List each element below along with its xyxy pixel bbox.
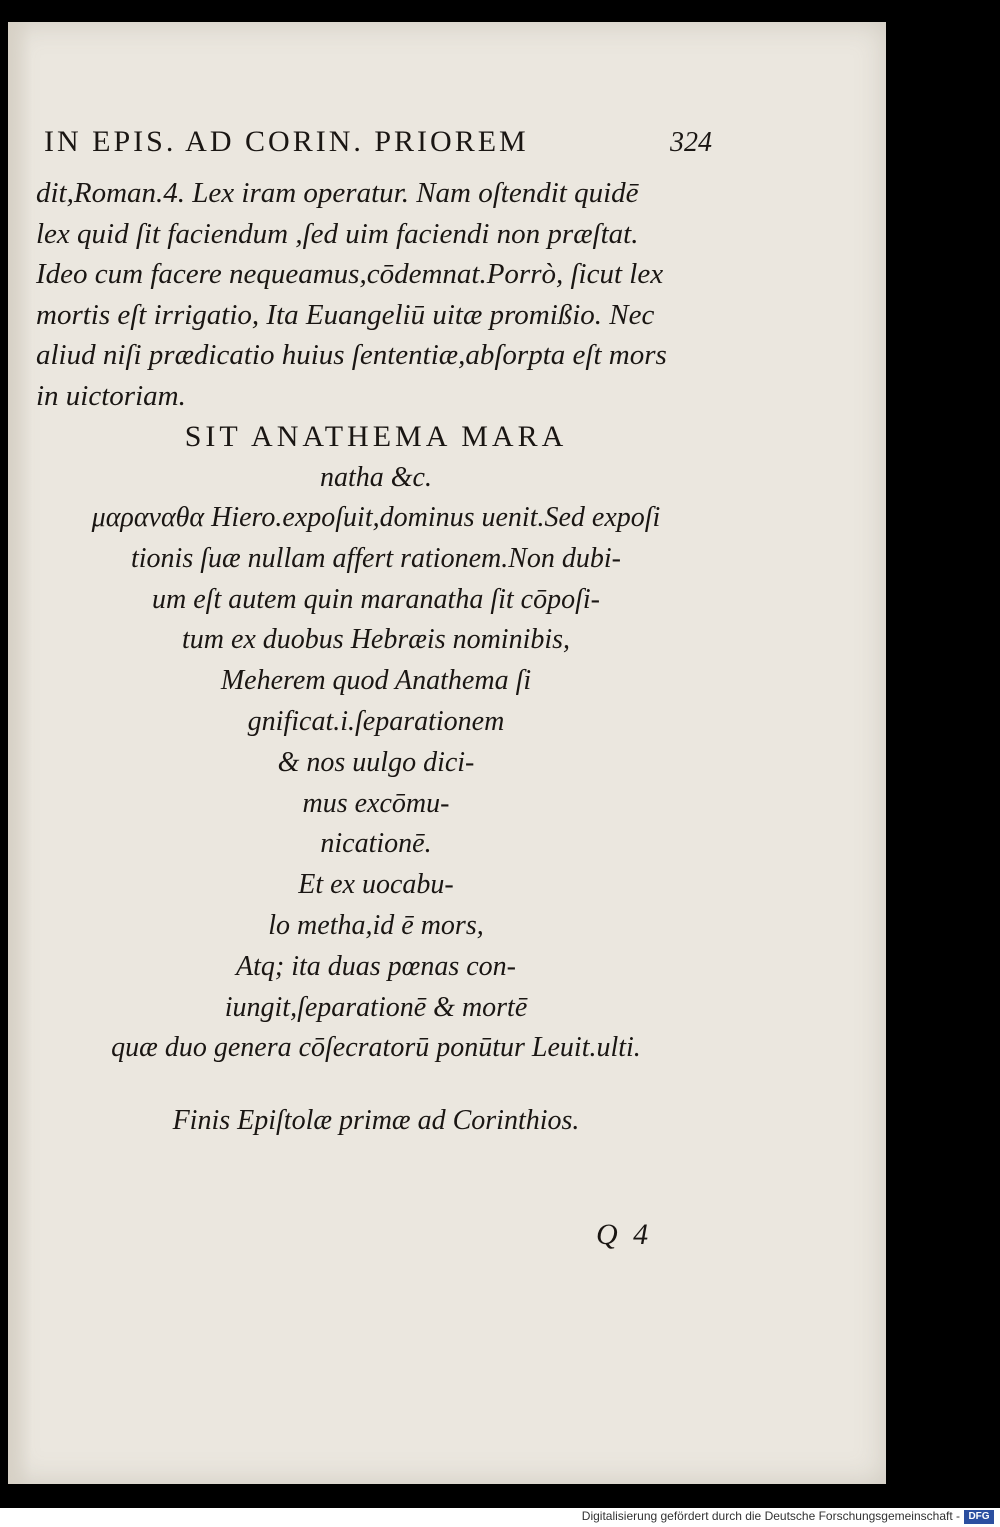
running-head: [36, 120, 716, 165]
signature-mark: Q 4: [596, 1218, 653, 1251]
tapered-line: nicationē.: [320, 828, 432, 860]
tapered-line: mus excōmu-: [302, 787, 450, 819]
tapered-line: um eſt autem quin maranatha ſit cōpoſi-: [152, 583, 600, 615]
tapered-line: lo metha,id ē mors,: [268, 909, 484, 941]
running-head-title: IN EPIS. AD CORIN. PRIOREM: [44, 125, 529, 158]
book-page: [8, 22, 886, 1484]
body-line: dit,Roman.4. Lex iram operatur. Nam oſtendit quidē: [36, 177, 639, 209]
tapered-paragraph: [36, 498, 716, 1069]
folio-number: 324: [670, 127, 712, 158]
footer-credit: Digitalisierung gefördert durch die Deutsche Forschungsgemeinschaft -: [581, 1509, 960, 1523]
tapered-line: & nos uulgo dici-: [277, 746, 475, 778]
tapered-line: Atq; ita duas pœnas con-: [236, 950, 516, 982]
tapered-line: tum ex duobus Hebræis nominibis,: [181, 624, 571, 656]
tapered-line: Et ex uocabu-: [298, 869, 454, 901]
tapered-line: quæ duo genera cōſecratorū ponūtur Leuit.ulti.: [111, 1032, 641, 1064]
text-block: [36, 120, 716, 1141]
footer-bar: [0, 1508, 1000, 1527]
tapered-line: gnificat.i.ſeparationem: [247, 705, 505, 737]
body-line: aliud niſi prædicatio huius ſententiæ,abſorpta eſt mors: [36, 339, 667, 371]
tapered-line: Meherem quod Anathema ſi: [220, 665, 532, 697]
body-line: in uictoriam.: [36, 379, 186, 412]
dfg-logo: DFG: [964, 1510, 994, 1524]
tapered-line: iungit,ſeparationē & mortē: [224, 991, 528, 1023]
finis-line: Finis Epiſtolæ primæ ad Corinthios.: [172, 1105, 580, 1137]
section-subheading: natha &c.: [320, 462, 432, 493]
body-line: lex quid ſit faciendum ,ſed uim faciendi non præſtat.: [36, 217, 639, 250]
body-line: mortis eſt irrigatio, Ita Euangeliū uitæ promißio. Nec: [36, 298, 655, 331]
body-paragraph: [36, 173, 716, 416]
body-line: Ideo cum facere nequeamus,cōdemnat.Porrò, ſicut lex: [36, 258, 664, 290]
tapered-line: μαραναθα Hiero.expoſuit,dominus uenit.Sed expoſi: [91, 502, 661, 533]
section-heading: SIT ANATHEMA MARA: [184, 420, 568, 453]
tapered-line: tionis ſuæ nullam affert rationem.Non dubi-: [130, 542, 621, 574]
